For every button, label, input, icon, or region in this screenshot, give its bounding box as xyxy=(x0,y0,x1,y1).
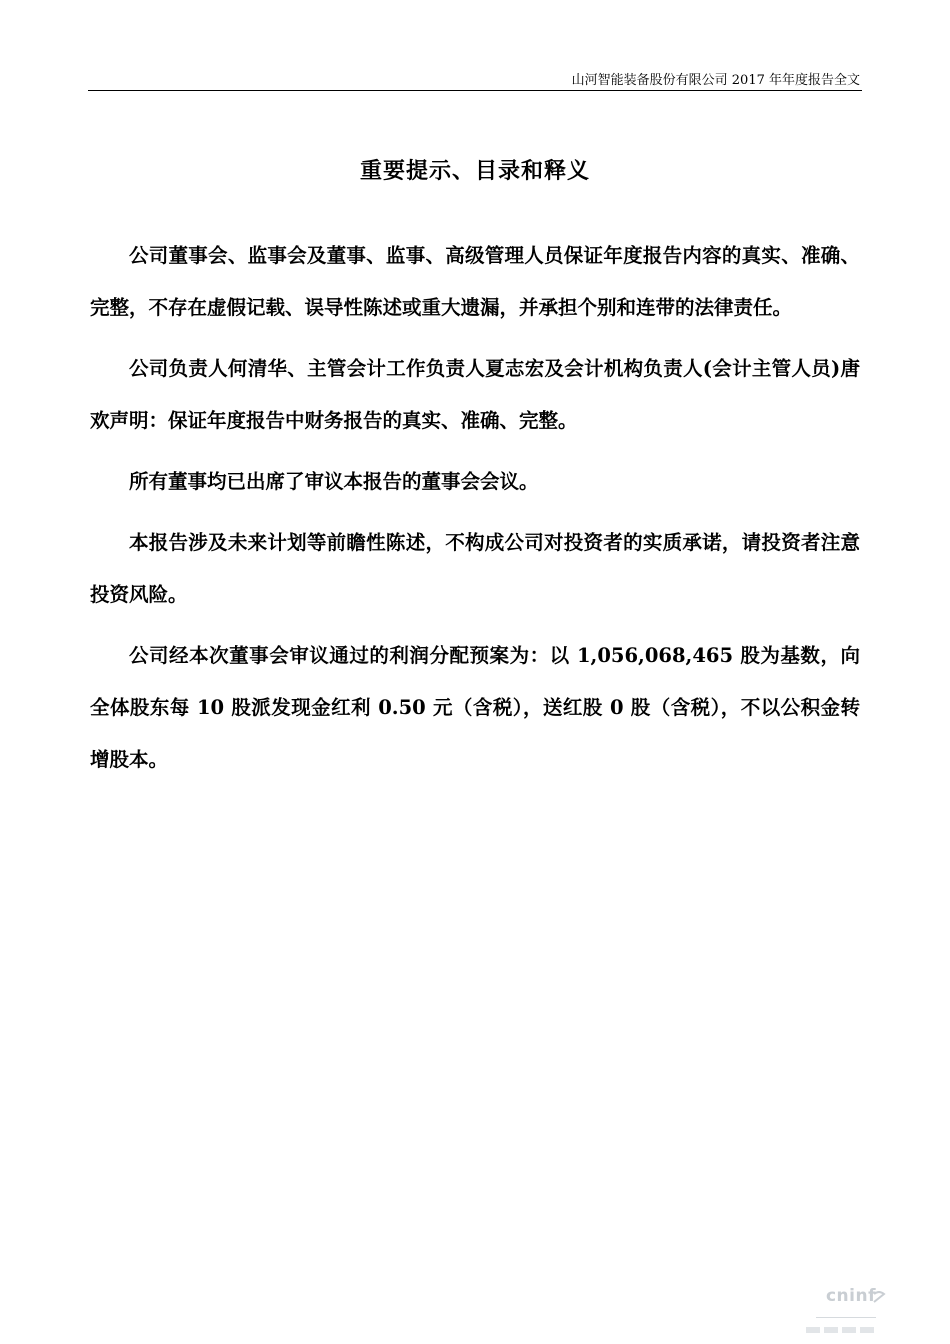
paragraph-financial-declaration: 公司负责人何清华、主管会计工作负责人夏志宏及会计机构负责人(会计主管人员)唐欢声明：保证年度报告中财务报告的真实、准确、完整。 xyxy=(90,357,860,432)
header-rule xyxy=(88,90,862,91)
paragraph-board-attendance: 所有董事均已出席了审议本报告的董事会会议。 xyxy=(129,470,539,493)
running-header: 山河智能装备股份有限公司 2017 年年度报告全文 xyxy=(571,73,860,88)
watermark-subtext-graphic xyxy=(806,1324,876,1336)
paragraph-responsibility-statement: 公司董事会、监事会及董事、监事、高级管理人员保证年度报告内容的真实、准确、完整，不存在虚假记载、误导性陈述或重大遗漏，并承担个别和连带的法律责任。 xyxy=(90,244,860,319)
document-body xyxy=(90,230,860,795)
paragraph-profit-distribution: 公司经本次董事会审议通过的利润分配预案为：以 1,056,068,465 股为基数，向全体股东每 10 股派发现金红利 0.50 元（含税），送红股 0 股（含税），不以公积金转增股本。 xyxy=(90,644,860,771)
watermark-rule xyxy=(816,1317,876,1318)
cninfo-logo-icon xyxy=(872,1290,886,1304)
page-title: 重要提示、目录和释义 xyxy=(359,158,590,184)
watermark-logo-text: cninf xyxy=(825,1286,876,1306)
paragraph-forward-looking-risk: 本报告涉及未来计划等前瞻性陈述，不构成公司对投资者的实质承诺，请投资者注意投资风险。 xyxy=(90,531,860,606)
cninfo-watermark xyxy=(764,1276,884,1338)
